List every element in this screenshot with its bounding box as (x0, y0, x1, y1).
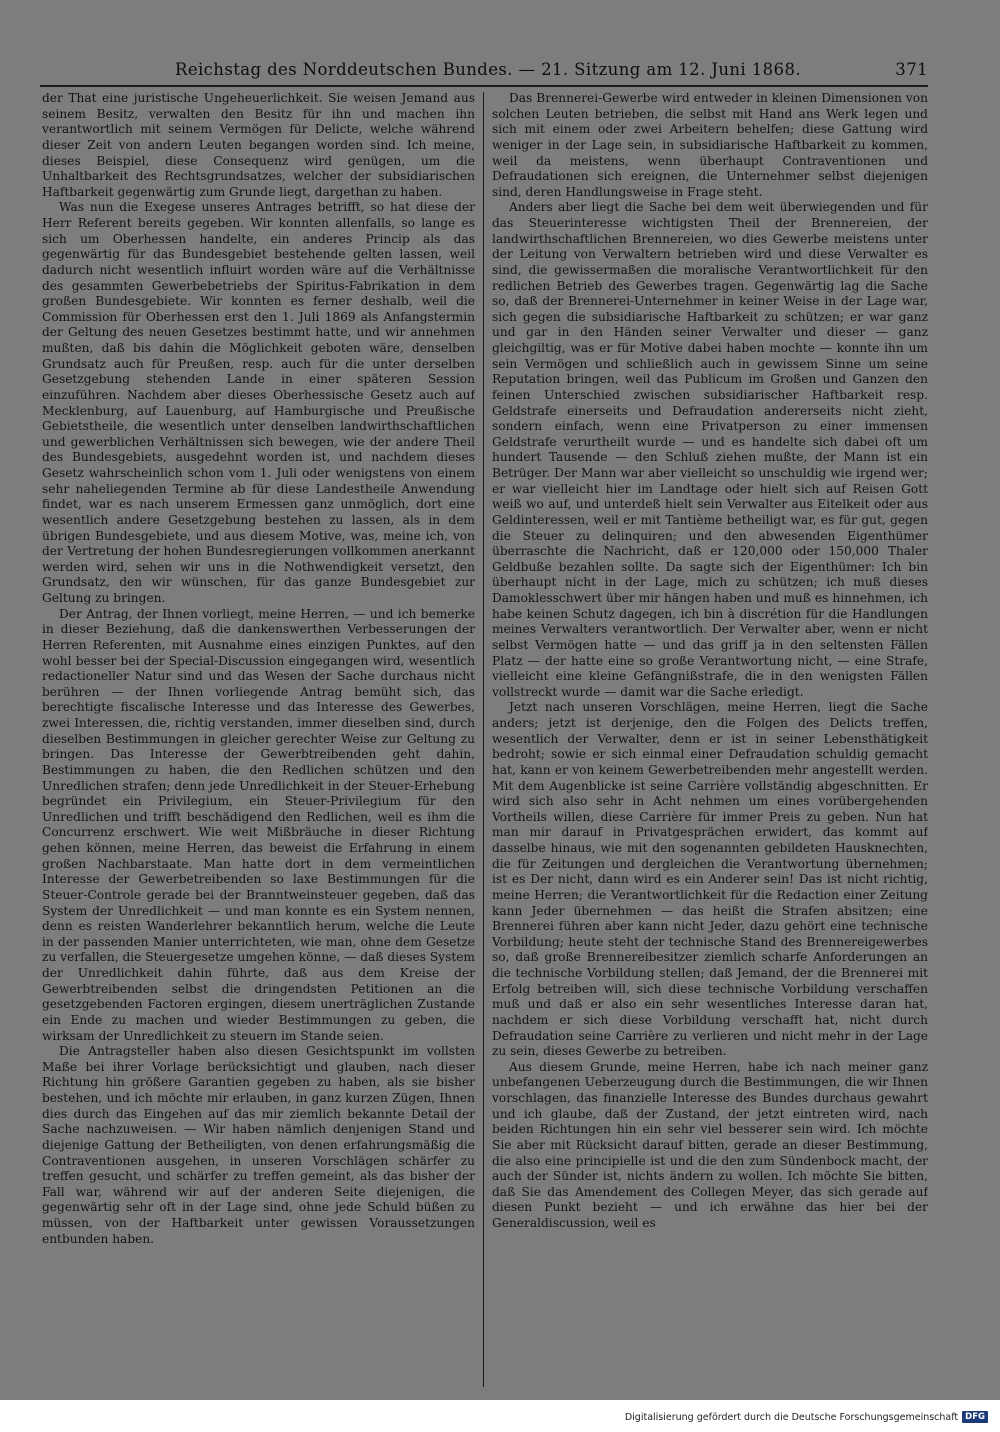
paragraph: der That eine juristische Ungeheuerlichkeit. Sie weisen Jemand aus seinem Besitz, verwalten den Besitz für ihn und machen ihn verantwortlich mit seinem Vermögen für Delicte, welche während dieser Zeit von andern Leuten begangen worden sind. Ich meine, dieses Beispiel, diese Consequenz wird genügen, um die Unhaltbarkeit des Rechtsgrundsatzes, welcher der subsidiarischen Haftbarkeit gegenwärtig zum Grunde liegt, dargethan zu haben. (42, 91, 475, 199)
column-divider (483, 92, 484, 1387)
dfg-logo-icon: DFG (962, 1411, 988, 1423)
header-rule (40, 85, 928, 87)
left-column (42, 91, 475, 1391)
credit-text: Digitalisierung gefördert durch die Deutsche Forschungsgemeinschaft (624, 1411, 959, 1423)
paragraph: Die Antragsteller haben also diesen Gesichtspunkt im vollsten Maße bei ihrer Vorlage berücksichtigt und glauben, nach dieser Richtung hin größere Garantien gegeben zu haben, als sie bisher bestehen, und ich möchte mir erlauben, in ganz kurzen Zügen, Ihnen dies durch das Eingehen auf das mir ziemlich bekannte Detail der Sache nachzuweisen. — Wir haben nämlich denjenigen Stand und diejenige Gattung der Betheiligten, von denen erfahrungsmäßig die Contraventionen ausgehen, in unseren Vorschlägen schärfer zu treffen gesucht, und schärfer zu treffen gemeint, als das bisher der Fall war, während wir auf der anderen Seite diejenigen, die gegenwärtig sehr oft in der Lage sind, ohne jede Schuld büßen zu müssen, von der Haftbarkeit unter gewissen Voraussetzungen entbunden haben. (42, 1044, 475, 1246)
page-number: 371 (895, 60, 928, 79)
running-header (40, 58, 928, 82)
header-title: Reichstag des Norddeutschen Bundes. — 21. Sitzung am 12. Juni 1868. (175, 60, 801, 79)
paragraph: Der Antrag, der Ihnen vorliegt, meine Herren, — und ich bemerke in dieser Beziehung, daß die dankenswerthen Verbesserungen der Herren Referenten, mit Ausnahme eines einzigen Punktes, auf den wohl besser bei der Special-Discussion eingegangen wird, wesentlich redactioneller Natur sind und das Wesen der Sache durchaus nicht berühren — der Ihnen vorliegende Antrag bemüht sich, das berechtigte fiscalische Interesse und das Interesse des Gewerbes, zwei Interessen, die, richtig verstanden, immer dieselben sind, durch dieselben Bestimmungen in gleicher gerechter Weise zur Geltung zu bringen. Das Interesse der Gewerbtreibenden geht dahin, Bestimmungen zu haben, die den Redlichen schützen und den Unredlichen strafen; denn jede Unredlichkeit in der Steuer-Erhebung begründet ein Privilegium, ein Steuer-Privilegium für den Unredlichen und trifft beschädigend den Redlichen, weil es ihm die Concurrenz erschwert. Wie weit Mißbräuche in dieser Richtung gehen können, meine Herren, das beweist die Erfahrung in einem großen Nachbarstaate. Man hatte dort in dem vermeintlichen Interesse der Gewerbetreibenden so laxe Bestimmungen für die Steuer-Controle gerade bei der Branntweinsteuer gegeben, daß das System der Unredlichkeit — und man konnte es ein System nennen, denn es reisten Wanderlehrer bekanntlich herum, welche die Leute in der passenden Manier unterrichteten, wie man, ohne dem Gesetze zu verfallen, die Steuergesetze umgehen könne, — daß dieses System der Unredlichkeit dahin führte, daß aus dem Kreise der Gewerbtreibenden selbst die dringendsten Petitionen an die gesetzgebenden Factoren ergingen, diesem unerträglichen Zustande ein Ende zu machen und wieder Bestimmungen zu geben, die wirksam der Unredlichkeit zu steuern im Stande seien. (42, 606, 475, 1043)
right-column (492, 91, 928, 1391)
paragraph: Aus diesem Grunde, meine Herren, habe ich nach meiner ganz unbefangenen Ueberzeugung durch die Bestimmungen, die wir Ihnen vorschlagen, das finanzielle Interesse des Bundes durchaus gewahrt und ich glaube, daß der Zustand, der jetzt eintreten wird, nach beiden Richtungen hin ein sehr viel besserer sein wird. Ich möchte Sie aber mit Rücksicht darauf bitten, gerade an dieser Bestimmung, die also eine principielle ist und die den zum Sündenbock macht, der auch der Sünder ist, nichts ändern zu wollen. Ich möchte Sie bitten, daß Sie das Amendement des Collegen Meyer, das sich gerade auf diesen Punkt bezieht — und ich erwähne das hier bei der Generaldiscussion, weil es (492, 1059, 928, 1230)
paragraph: Was nun die Exegese unseres Antrages betrifft, so hat diese der Herr Referent bereits gegeben. Wir konnten allenfalls, so lange es sich um Oberhessen handelte, ein anderes Princip als das gegenwärtig für das Bundesgebiet bestehende gelten lassen, weil dadurch nicht wesentlich influirt worden wäre auf die Verhältnisse des gesammten Gewerbebetriebs der Spiritus-Fabrikation in dem großen Bundesgebiete. Wir konnten es ferner deshalb, weil die Commission für Oberhessen erst den 1. Juli 1869 als Anfangstermin der Geltung des neuen Gesetzes bestimmt hatte, und wir annehmen mußten, daß bis dahin die Möglichkeit geboten wäre, denselben Grundsatz auch für Preußen, resp. auch für die unter derselben Gesetzgebung stehenden Lande in einer späteren Session einzuführen. Nachdem aber dieses Oberhessische Gesetz auch auf Mecklenburg, auf Lauenburg, auf Hamburgische und Preußische Gebietstheile, die wesentlich unter denselben landwirthschaftlichen und gewerblichen Verhältnissen sich bewegen, wie der andere Theil des Bundesgebiets, ausgedehnt worden ist, und nachdem dieses Gesetz wahrscheinlich schon vom 1. Juli oder wenigstens von einem sehr naheliegenden Termine ab für diese Landestheile Anwendung findet, war es nach unserem Ermessen ganz unmöglich, dort eine wesentlich andere Gesetzgebung bestehen zu lassen, als in dem übrigen Bundesgebiete, und aus diesem Motive, was, meine ich, von der Vertretung der hohen Bundesregierungen vollkommen anerkannt werden wird, sehen wir uns in die Nothwendigkeit versetzt, den Grundsatz, den wir wünschen, für das ganze Bundesgebiet zur Geltung zu bringen. (42, 200, 475, 605)
paragraph: Das Brennerei-Gewerbe wird entweder in kleinen Dimensionen von solchen Leuten betrieben, die selbst mit Hand ans Werk legen und sich mit einem oder zwei Arbeitern behelfen; diese Gattung wird weniger in der Lage sein, in subsidiarische Haftbarkeit zu kommen, weil da meistens, wenn überhaupt Contraventionen und Defraudationen sich ereignen, die Unternehmer selbst diejenigen sind, deren Handlungsweise in Frage steht. (492, 91, 928, 199)
digitization-credit (625, 1411, 988, 1423)
paragraph: Jetzt nach unseren Vorschlägen, meine Herren, liegt die Sache anders; jetzt ist derjenige, den die Folgen des Delicts treffen, wesentlich der Verwalter, denn er ist in seiner Lebensthätigkeit bedroht; sowie er sich einmal einer Defraudation schuldig gemacht hat, kann er von keinem Gewerbetreibenden mehr angestellt werden. Mit dem Augenblicke ist seine Carrière vollständig abgeschnitten. Er wird sich also sehr in Acht nehmen um eines vorübergehenden Vortheils willen, diese Carrière für immer Preis zu geben. Nun hat man mir darauf in Privatgesprächen erwidert, das kommt auf dasselbe hinaus, wie mit den sogenannten gebildeten Hausknechten, die für Zeitungen und dergleichen die Verantwortung übernehmen; ist es Der nicht, dann wird es ein Anderer sein! Das ist nicht richtig, meine Herren; die Verantwortlichkeit für die Redaction einer Zeitung kann Jeder übernehmen — das heißt die Strafen absitzen; eine Brennerei führen aber kann nicht Jeder, dazu gehört eine technische Vorbildung; heute steht der technische Stand des Brennereigewerbes so, daß große Brennereibesitzer ziemlich scharfe Anforderungen an die technische Vorbildung stellen; daß Jemand, der die Brennerei mit Erfolg betreiben will, sich diese technische Vorbildung verschaffen muß und daß er also ein sehr wesentliches Interesse daran hat, nachdem er sich diese Vorbildung verschafft hat, nicht durch Defraudation seine Carrière zu verlieren und nicht mehr in der Lage zu sein, dieses Gewerbe zu betreiben. (492, 700, 928, 1059)
paragraph: Anders aber liegt die Sache bei dem weit überwiegenden und für das Steuerinteresse wichtigsten Theil der Brennereien, der landwirthschaftlichen Brennereien, wo dies Gewerbe meistens unter der Leitung von Verwaltern betrieben wird und diese Verwalter es sind, die gewissermaßen die moralische Verantwortlichkeit für den redlichen Betrieb des Gewerbes tragen. Gegenwärtig lag die Sache so, daß der Brennerei-Unternehmer in keiner Weise in der Lage war, sich gegen die subsidiarische Haftbarkeit zu schützen; er war ganz und gar in den Händen seiner Verwalter und dieser — ganz gleichgiltig, was er für Motive dabei haben mochte — konnte ihn um sein Vermögen und schließlich auch in gewissem Sinne um seine Reputation bringen, weil das Publicum im Großen und Ganzen den feinen Unterschied zwischen subsidiarischer Haftbarkeit resp. Geldstrafe einerseits und Defraudation andererseits nicht zieht, sondern einfach, wenn eine Privatperson zu einer immensen Geldstrafe verurtheilt wurde — und es handelte sich dabei oft um hundert Tausende — den Schluß ziehen mußte, der Mann ist ein Betrüger. Der Mann war aber vielleicht so unschuldig wie irgend wer; er war vielleicht hier im Landtage oder hielt sich auf Reisen Gott weiß wo auf, und unterdeß hielt sein Verwalter aus Eitelkeit oder aus Geldinteressen, weil er mit Tantième betheiligt war, es für gut, gegen die Steuer zu delinquiren; und den abwesenden Eigenthümer überraschte die Nachricht, daß er 120,000 oder 150,000 Thaler Geldbuße bezahlen sollte. Da sagte sich der Eigenthümer: Ich bin überhaupt nicht in der Lage, mich zu schützen; ich muß dieses Damoklesschwert über mir hängen haben und muß es hinnehmen, ich habe keinen Schutz dagegen, ich bin à discrétion für die Handlungen meines Verwalters verantwortlich. Der Verwalter aber, wenn er nicht selbst Vermögen hatte — und das griff ja in den seltensten Fällen Platz — der hatte eine so große Verantwortung nicht, — eine Strafe, vielleicht eine kleine Gefängnißstrafe, die in den wenigsten Fällen vollstreckt wurde — damit war die Sache erledigt. (492, 200, 928, 699)
